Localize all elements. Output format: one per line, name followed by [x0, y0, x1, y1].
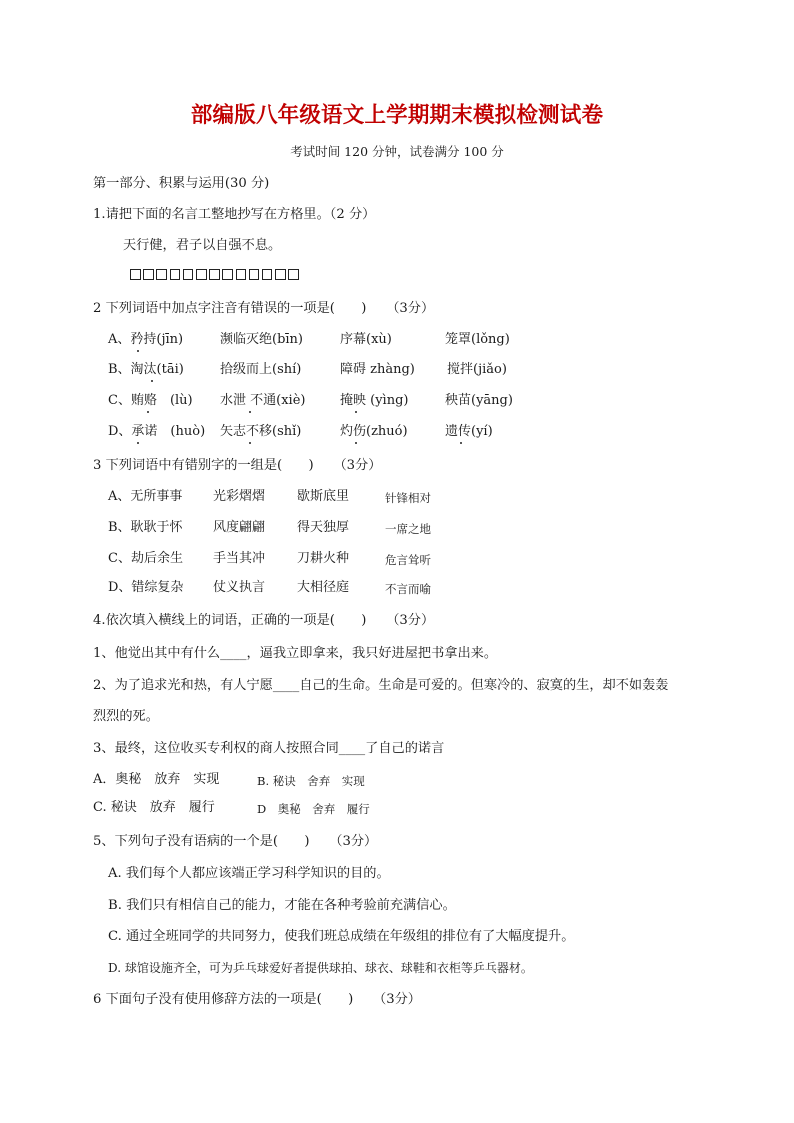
grid-box: [222, 269, 233, 280]
q5-option-c: C. 通过全班同学的共同努力，使我们班总成绩在年级组的排位有了大幅度提升。: [108, 929, 575, 944]
emphasis-dot: [249, 442, 251, 444]
emphasis-dot: [151, 380, 153, 382]
q2-b-1: B、淘汰(tāi): [108, 362, 184, 377]
grid-box: [156, 269, 167, 280]
q2-b-3: 障碍 zhàng): [340, 362, 415, 377]
q4-sentence-3: 3、最终，这位收买专利权的商人按照合同____了自己的诺言: [93, 741, 445, 756]
q2-c-3: 掩映 (yìng): [340, 393, 409, 408]
q3-c-1: C、劫后余生: [108, 551, 183, 566]
q3-c-3: 刀耕火种: [297, 551, 350, 566]
emphasis-dot: [147, 411, 149, 413]
grid-box: [275, 269, 286, 280]
q3-b-2: 风度翩翩: [213, 520, 266, 535]
q4-option-d: D 奥秘 舍弃 履行: [257, 802, 370, 816]
question-2-stem: 2 下列词语中加点字注音有错误的一项是( ) （3分）: [93, 301, 435, 316]
q2-a-4: 笼罩(lǒng): [445, 332, 510, 347]
grid-box: [236, 269, 247, 280]
q3-b-4: 一席之地: [385, 522, 431, 536]
grid-box: [143, 269, 154, 280]
grid-box: [288, 269, 299, 280]
q3-c-2: 手当其冲: [213, 551, 266, 566]
q2-a-3: 序幕(xù): [340, 332, 392, 347]
q2-d-4: 遗传(yí): [445, 424, 493, 439]
q4-option-b: B. 秘诀 舍弃 实现: [257, 774, 365, 788]
q2-c-4: 秧苗(yāng): [445, 393, 513, 408]
emphasis-dot: [355, 442, 357, 444]
q5-option-d: D. 球馆设施齐全，可为乒乓球爱好者提供球拍、球衣、球鞋和衣柜等乒乓器材。: [108, 961, 533, 975]
q4-sentence-2: 2、为了追求光和热，有人宁愿____自己的生命。生命是可爱的。但寒冷的、寂寞的生，却不如轰轰: [93, 678, 669, 693]
q4-option-a: A．奥秘 放弃 实现: [93, 772, 220, 787]
q2-c-1: C、贿赂 (lù): [108, 393, 193, 408]
page-title: 部编版八年级语文上学期期末模拟检测试卷: [190, 103, 604, 128]
q4-sentence-1: 1、他觉出其中有什么____，逼我立即拿来，我只好进屋把书拿出来。: [93, 646, 498, 661]
question-1-quote: 天行健，君子以自强不息。: [123, 238, 282, 253]
emphasis-dot: [355, 411, 357, 413]
q3-c-4: 危言耸听: [385, 553, 431, 567]
section-heading: 第一部分、积累与运用(30 分): [93, 176, 270, 191]
q2-a-2: 濒临灭绝(bīn): [220, 332, 303, 347]
q3-b-3: 得天独厚: [297, 520, 350, 535]
question-1-stem: 1.请把下面的名言工整地抄写在方格里。（2 分）: [93, 207, 376, 222]
emphasis-dot: [249, 411, 251, 413]
emphasis-dot: [137, 350, 139, 352]
grid-box: [209, 269, 220, 280]
q4-option-c: C. 秘诀 放弃 履行: [93, 800, 215, 815]
q2-b-2: 拾级而上(shí): [220, 362, 302, 377]
q5-option-a: A. 我们每个人都应该端正学习科学知识的目的。: [108, 866, 390, 881]
q2-d-2: 矢志不移(shǐ): [220, 424, 302, 439]
q2-b-4: 搅拌(jiǎo): [447, 362, 507, 377]
q3-a-4: 针锋相对: [385, 491, 431, 505]
q5-option-b: B. 我们只有相信自己的能力，才能在各种考验前充满信心。: [108, 898, 456, 913]
q3-d-4: 不言而喻: [385, 582, 431, 596]
q3-d-1: D、错综复杂: [108, 580, 184, 595]
grid-box: [183, 269, 194, 280]
grid-box: [262, 269, 273, 280]
question-6-stem: 6 下面句子没有使用修辞方法的一项是( ) （3分）: [93, 992, 421, 1007]
emphasis-dot: [137, 442, 139, 444]
q3-d-3: 大相径庭: [297, 580, 350, 595]
exam-info: 考试时间 120 分钟，试卷满分 100 分: [290, 144, 504, 159]
question-4-stem: 4.依次填入横线上的词语，正确的一项是( ) （3分）: [93, 613, 435, 628]
grid-box: [249, 269, 260, 280]
grid-box: [130, 269, 141, 280]
q2-c-2: 水泄 不通(xiè): [220, 393, 306, 408]
q3-d-2: 仗义执言: [213, 580, 266, 595]
emphasis-dot: [460, 442, 462, 444]
q2-d-1: D、承诺 (huò): [108, 424, 206, 439]
grid-box: [196, 269, 207, 280]
q3-a-2: 光彩熠熠: [213, 489, 266, 504]
q3-b-1: B、耿耿于怀: [108, 520, 183, 535]
q2-a-1: A、矜持(jīn): [108, 332, 184, 347]
q4-sentence-2-cont: 烈烈的死。: [93, 709, 159, 724]
q3-a-3: 歇斯底里: [297, 489, 350, 504]
writing-grid: [130, 269, 299, 280]
grid-box: [170, 269, 181, 280]
question-3-stem: 3 下列词语中有错别字的一组是( ) （3分）: [93, 458, 382, 473]
q3-a-1: A、无所事事: [108, 489, 183, 504]
q2-d-3: 灼伤(zhuó): [340, 424, 408, 439]
question-5-stem: 5、下列句子没有语病的一个是( ) （3分）: [93, 834, 378, 849]
